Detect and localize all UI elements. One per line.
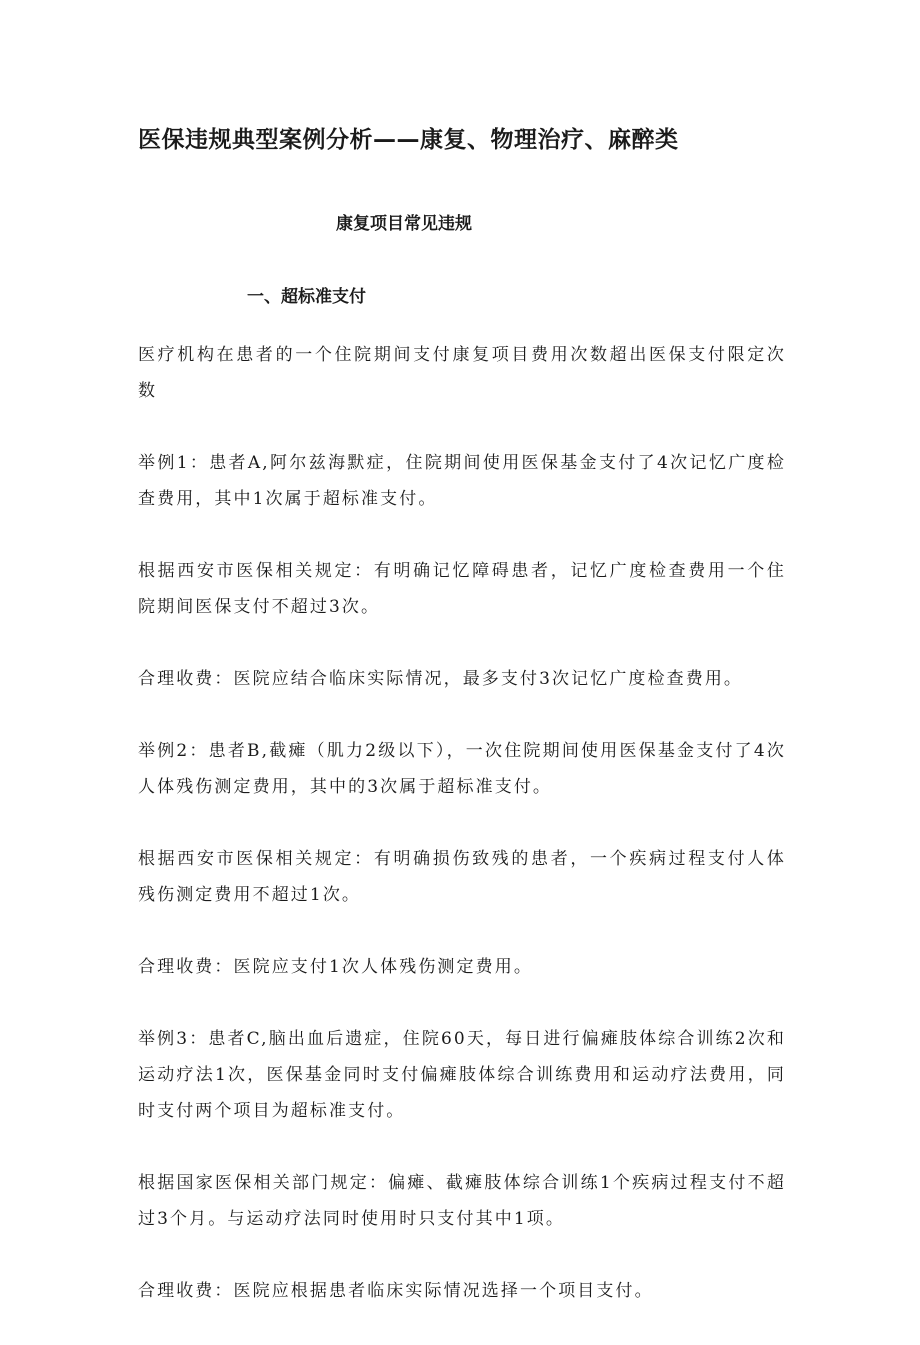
document-body: [138, 337, 786, 1345]
section-subtitle: 康复项目常见违规: [336, 214, 472, 234]
paragraph-reasonable-charge-3: 合理收费：医院应根据患者临床实际情况选择一个项目支付。: [138, 1281, 654, 1301]
paragraph-regulation-3: 根据国家医保相关部门规定：偏瘫、截瘫肢体综合训练1个疾病过程支付不超过3个月。与运动疗法同时使用时只支付其中1项。: [138, 1173, 786, 1229]
paragraph-example-1: 举例1：患者A,阿尔兹海默症，住院期间使用医保基金支付了4次记忆广度检查费用，其中1次属于超标准支付。: [138, 453, 786, 509]
section-heading: 一、超标准支付: [247, 287, 366, 307]
paragraph-regulation-2: 根据西安市医保相关规定：有明确损伤致残的患者，一个疾病过程支付人体残伤测定费用不超过1次。: [138, 849, 786, 905]
paragraph-regulation-1: 根据西安市医保相关规定：有明确记忆障碍患者，记忆广度检查费用一个住院期间医保支付不超过3次。: [138, 561, 786, 617]
paragraph-example-2: 举例2：患者B,截瘫（肌力2级以下），一次住院期间使用医保基金支付了4次人体残伤测定费用，其中的3次属于超标准支付。: [138, 741, 786, 797]
paragraph-reasonable-charge-2: 合理收费：医院应支付1次人体残伤测定费用。: [138, 957, 533, 977]
paragraph-example-3: 举例3：患者C,脑出血后遗症，住院60天，每日进行偏瘫肢体综合训练2次和运动疗法1次，医保基金同时支付偏瘫肢体综合训练费用和运动疗法费用，同时支付两个项目为超标准支付。: [138, 1029, 786, 1121]
document-title: 医保违规典型案例分析——康复、物理治疗、麻醉类: [138, 127, 679, 153]
paragraph-definition: 医疗机构在患者的一个住院期间支付康复项目费用次数超出医保支付限定次数: [138, 345, 786, 401]
paragraph-reasonable-charge-1: 合理收费：医院应结合临床实际情况，最多支付3次记忆广度检查费用。: [138, 669, 744, 689]
